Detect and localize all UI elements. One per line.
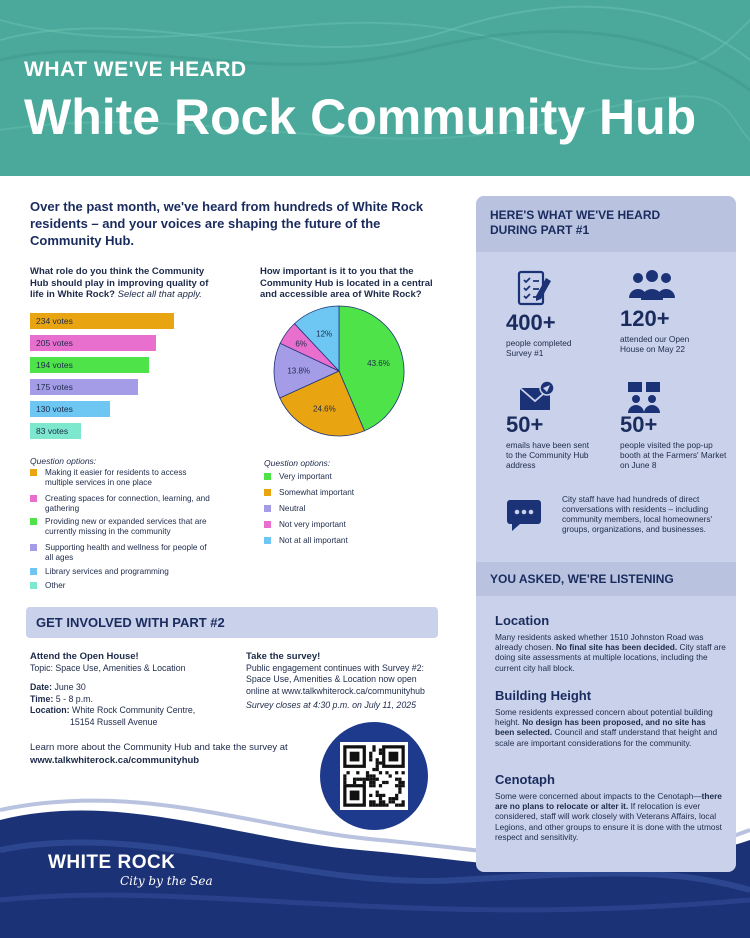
email-icon bbox=[518, 380, 556, 412]
header-banner bbox=[0, 0, 750, 176]
legend-label: Other bbox=[45, 581, 66, 590]
legend-label: Very important bbox=[279, 472, 332, 481]
conversations-text: City staff have had hundreds of direct conversations with residents – including community members, local homeowners' groups, organizations, and businesses. bbox=[562, 494, 713, 534]
legend-swatch bbox=[30, 568, 37, 575]
heard-heading-line2: DURING PART #1 bbox=[490, 223, 590, 237]
stat-surveys-number: 400+ bbox=[506, 310, 556, 335]
open-house-topic: Topic: Space Use, Amenities & Location bbox=[30, 662, 186, 673]
right-panel bbox=[476, 196, 736, 872]
open-house-heading: Attend the Open House! bbox=[30, 651, 139, 662]
open-house-date: Date: June 30 bbox=[30, 682, 86, 692]
bar-5: 130 votes bbox=[30, 401, 110, 417]
pie-legend-title: Question options: bbox=[264, 458, 331, 468]
logo-tagline: City by the Sea bbox=[120, 874, 213, 888]
legend-swatch bbox=[264, 505, 271, 512]
stat-emails-text: emails have been sent to the Community Hub address bbox=[506, 440, 590, 470]
pie-label-3: 13.8% bbox=[287, 366, 311, 376]
legend-swatch bbox=[30, 544, 37, 551]
stat-open-house-number: 120+ bbox=[620, 306, 670, 331]
legend-label: Neutral bbox=[279, 504, 306, 513]
location-text: Many residents asked whether 1510 Johnston Road was already chosen. No final site has been decided. City staff are doing site assessments at multiple locations, including the current city hall block. bbox=[495, 632, 726, 673]
question-1 bbox=[30, 266, 215, 301]
pie-label-4: 6% bbox=[295, 339, 307, 349]
pie-label-1: 43.6% bbox=[367, 358, 390, 368]
cenotaph-text: Some were concerned about impacts to the Cenotaph—there are no plans to relocate or alter it. If relocation is ever considered, staff will work closely with Veterans Affairs, local Legions, and other groups to ensure it is done with the utmost respect and sensitivity. bbox=[495, 791, 722, 842]
booth-icon bbox=[626, 380, 662, 414]
height-heading: Building Height bbox=[495, 688, 592, 703]
white-rock-logo: WHITE ROCK bbox=[48, 852, 176, 873]
people-group-icon bbox=[628, 268, 676, 302]
height-text: Some residents expressed concern about potential building height. No design has been proposed, and no site has been selected. Council and staff understand that height and scale are important considerations for the community. bbox=[495, 707, 718, 748]
legend-label: Creating spaces for connection, learning, and gathering bbox=[45, 494, 210, 513]
legend-label: Making it easier for residents to access multiple services in one place bbox=[45, 468, 187, 487]
bar-legend-item bbox=[30, 468, 215, 487]
heard-heading-line1: HERE'S WHAT WE'VE HEARD bbox=[490, 208, 661, 222]
survey-text: Public engagement continues with Survey #2: Space Use, Amenities & Location now open online at www.talkwhiterock.ca/communityhub bbox=[246, 662, 425, 696]
legend-swatch bbox=[30, 582, 37, 589]
legend-label: Providing new or expanded services that are currently missing in the community bbox=[45, 517, 207, 536]
cenotaph-heading: Cenotaph bbox=[495, 772, 555, 787]
stat-booth-text: people visited the pop-up booth at the Farmers' Market on June 8 bbox=[620, 440, 727, 470]
intro-text: Over the past month, we've heard from hundreds of White Rock residents – and your voices are shaping the future of the Community Hub. bbox=[30, 199, 424, 248]
survey-section bbox=[246, 651, 441, 712]
learn-more-link[interactable]: www.talkwhiterock.ca/communityhub bbox=[30, 755, 200, 766]
listening-heading: YOU ASKED, WE'RE LISTENING bbox=[476, 562, 736, 596]
importance-pie-chart bbox=[272, 304, 406, 438]
open-house-time: Time: 5 - 8 p.m. bbox=[30, 693, 93, 704]
legend-label: Supporting health and wellness for people of all ages bbox=[45, 543, 207, 562]
bar-legend-item bbox=[30, 581, 215, 591]
legend-label: Library services and programming bbox=[45, 567, 169, 576]
stat-booth-number: 50+ bbox=[620, 412, 658, 437]
pie-legend-item bbox=[264, 488, 434, 498]
open-house-address: 15154 Russell Avenue bbox=[70, 716, 158, 727]
bar-2: 205 votes bbox=[30, 335, 156, 351]
bar-6: 83 votes bbox=[30, 423, 81, 439]
bar-1: 234 votes bbox=[30, 313, 174, 329]
stat-surveys-text: people completed Survey #1 bbox=[506, 338, 572, 358]
involved-heading: GET INVOLVED WITH PART #2 bbox=[26, 607, 438, 638]
bar-legend-item bbox=[30, 567, 215, 577]
open-house-section bbox=[30, 651, 240, 728]
learn-more-text: Learn more about the Community Hub and take the survey at bbox=[30, 742, 288, 753]
pie-label-5: 12% bbox=[316, 329, 333, 339]
question-1-note: Select all that apply. bbox=[117, 289, 202, 300]
legend-label: Somewhat important bbox=[279, 488, 355, 497]
location-heading: Location bbox=[495, 613, 550, 628]
open-house-location: Location: White Rock Community Centre, bbox=[30, 705, 196, 715]
bar-legend-item bbox=[30, 543, 215, 562]
pie-legend-item bbox=[264, 536, 434, 546]
pie-legend-item bbox=[264, 520, 434, 530]
legend-swatch bbox=[264, 521, 271, 528]
survey-close: Survey closes at 4:30 p.m. on July 11, 2025 bbox=[246, 700, 417, 710]
legend-label: Not very important bbox=[279, 520, 346, 529]
page-title: White Rock Community Hub bbox=[24, 89, 697, 145]
legend-swatch bbox=[30, 469, 37, 476]
pie-legend-item bbox=[264, 504, 434, 514]
pie-label-2: 24.6% bbox=[313, 404, 336, 414]
question-2: How important is it to you that the Community Hub is located in a central and accessible area of White Rock? bbox=[260, 266, 433, 300]
stat-open-house-text: attended our Open House on May 22 bbox=[620, 334, 690, 354]
legend-label: Not at all important bbox=[279, 536, 348, 545]
learn-more bbox=[30, 741, 310, 767]
question-1-text: What role do you think the Community Hub should play in improving quality of life in White Rock? bbox=[30, 266, 209, 300]
heard-heading bbox=[476, 196, 736, 252]
bar-legend-title: Question options: bbox=[30, 456, 97, 466]
pie-legend-item bbox=[264, 472, 434, 482]
bar-legend-item bbox=[30, 517, 215, 536]
chat-bubble-icon bbox=[506, 498, 542, 532]
bar-4: 175 votes bbox=[30, 379, 138, 395]
bar-3: 194 votes bbox=[30, 357, 149, 373]
qr-code[interactable] bbox=[340, 742, 408, 810]
legend-swatch bbox=[264, 537, 271, 544]
bar-legend-item bbox=[30, 494, 215, 513]
legend-swatch bbox=[264, 489, 271, 496]
survey-clipboard-icon bbox=[516, 270, 556, 306]
legend-swatch bbox=[30, 518, 37, 525]
survey-heading: Take the survey! bbox=[246, 651, 321, 662]
legend-swatch bbox=[264, 473, 271, 480]
legend-swatch bbox=[30, 495, 37, 502]
stat-emails-number: 50+ bbox=[506, 412, 544, 437]
header-subtitle: WHAT WE'VE HEARD bbox=[24, 58, 247, 81]
